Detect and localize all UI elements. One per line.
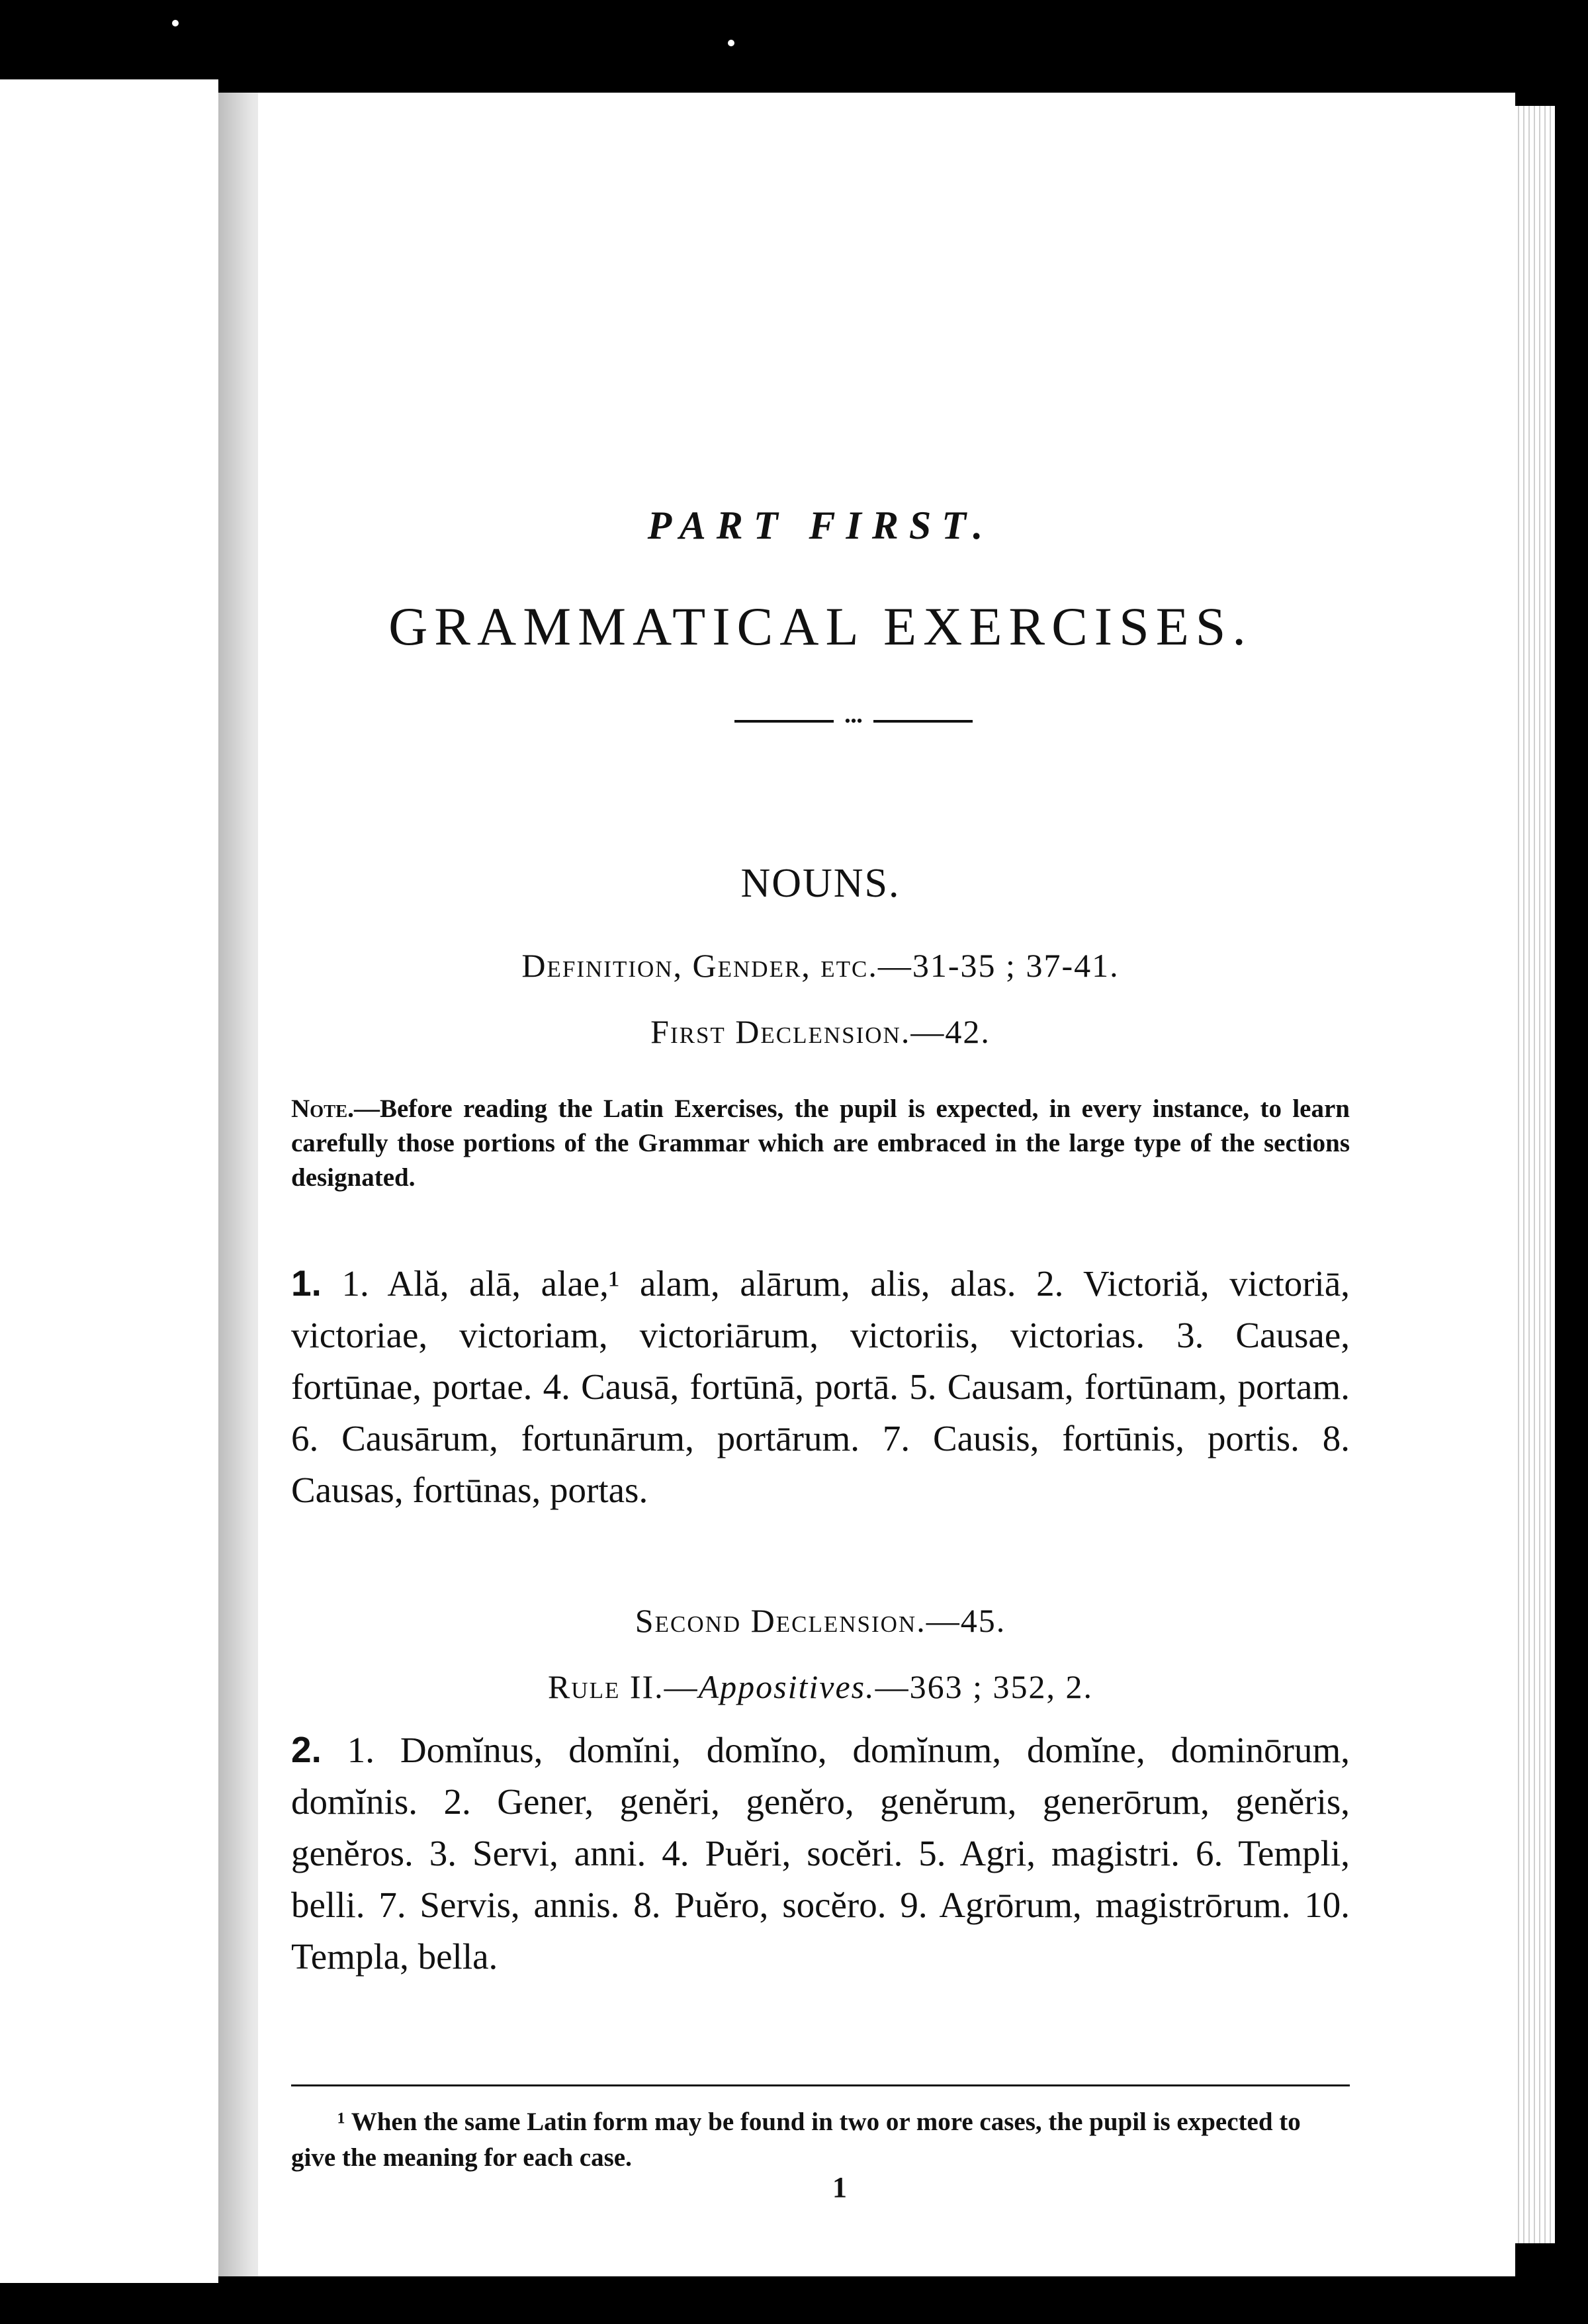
rule-name: Appositives.	[698, 1668, 875, 1705]
exercise-text: 1. Domĭnus, domĭni, domĭno, domĭnum, domĭne, dominōrum, domĭnis. 2. Gener, genĕri, genĕro, genĕrum, generōrum, genĕris, genĕros. 3. Servi, anni. 4. Puĕri, socĕri. 5. Agri, magistri. 6. Templi, belli. 7. Servis, annis. 8. Puĕro, socĕro. 9. Agrōrum, magistrōrum. 10. Templa, bella.	[291, 1730, 1350, 1977]
exercise-number: 2.	[291, 1729, 322, 1770]
ornament-dots-icon: •••	[844, 711, 863, 731]
note-text: —Before reading the Latin Exercises, the pupil is expected, in every instance, to learn carefully those portions of the Grammar which are embraced in the large type of the sections designated.	[291, 1095, 1350, 1192]
footnote: ¹ When the same Latin form may be found in two or more cases, the pupil is expected to give the meaning for each case.	[291, 2108, 1301, 2172]
footnote-rule	[291, 2084, 1350, 2086]
subhead-first-declension: First Declension.—42.	[650, 1013, 991, 1050]
rule-refs: —363 ; 352, 2.	[875, 1668, 1094, 1705]
scan-speck	[172, 20, 179, 26]
part-title: PART FIRST.	[647, 504, 994, 547]
facing-page	[0, 79, 218, 2283]
section-title: NOUNS.	[740, 861, 901, 906]
exercise-2	[291, 1724, 1350, 1983]
subhead-definition: Definition, Gender, etc.—31-35 ; 37-41.	[521, 947, 1120, 984]
page-number: 1	[832, 2171, 847, 2204]
divider-line	[873, 720, 973, 723]
page-edges	[1509, 106, 1555, 2243]
rule-prefix: Rule II.—	[547, 1668, 699, 1705]
exercise-text: 1. Ală, alā, alae,¹ alam, alārum, alis, alas. 2. Victoriă, victoriā, victoriae, victoriam, victoriārum, victoriis, victorias. 3. Causae, fortūnae, portae. 4. Causā, fortūnā, portā. 5. Causam, fortūnam, portam. 6. Causārum, fortunārum, portārum. 7. Causis, fortūnis, portis. 8. Causas, fortūnas, portas.	[291, 1263, 1350, 1510]
subhead-second-declension: Second Declension.—45.	[635, 1602, 1006, 1639]
note-paragraph	[291, 1092, 1350, 1195]
exercise-1	[291, 1257, 1350, 1516]
note-lead: Note.	[291, 1095, 354, 1123]
main-title: GRAMMATICAL EXERCISES.	[388, 596, 1253, 656]
exercise-number: 1.	[291, 1263, 322, 1304]
subhead-rule	[278, 1668, 1363, 1706]
ornament-divider	[734, 711, 973, 731]
book-page	[258, 93, 1515, 2276]
scan-speck	[728, 40, 734, 46]
divider-line	[734, 720, 834, 723]
